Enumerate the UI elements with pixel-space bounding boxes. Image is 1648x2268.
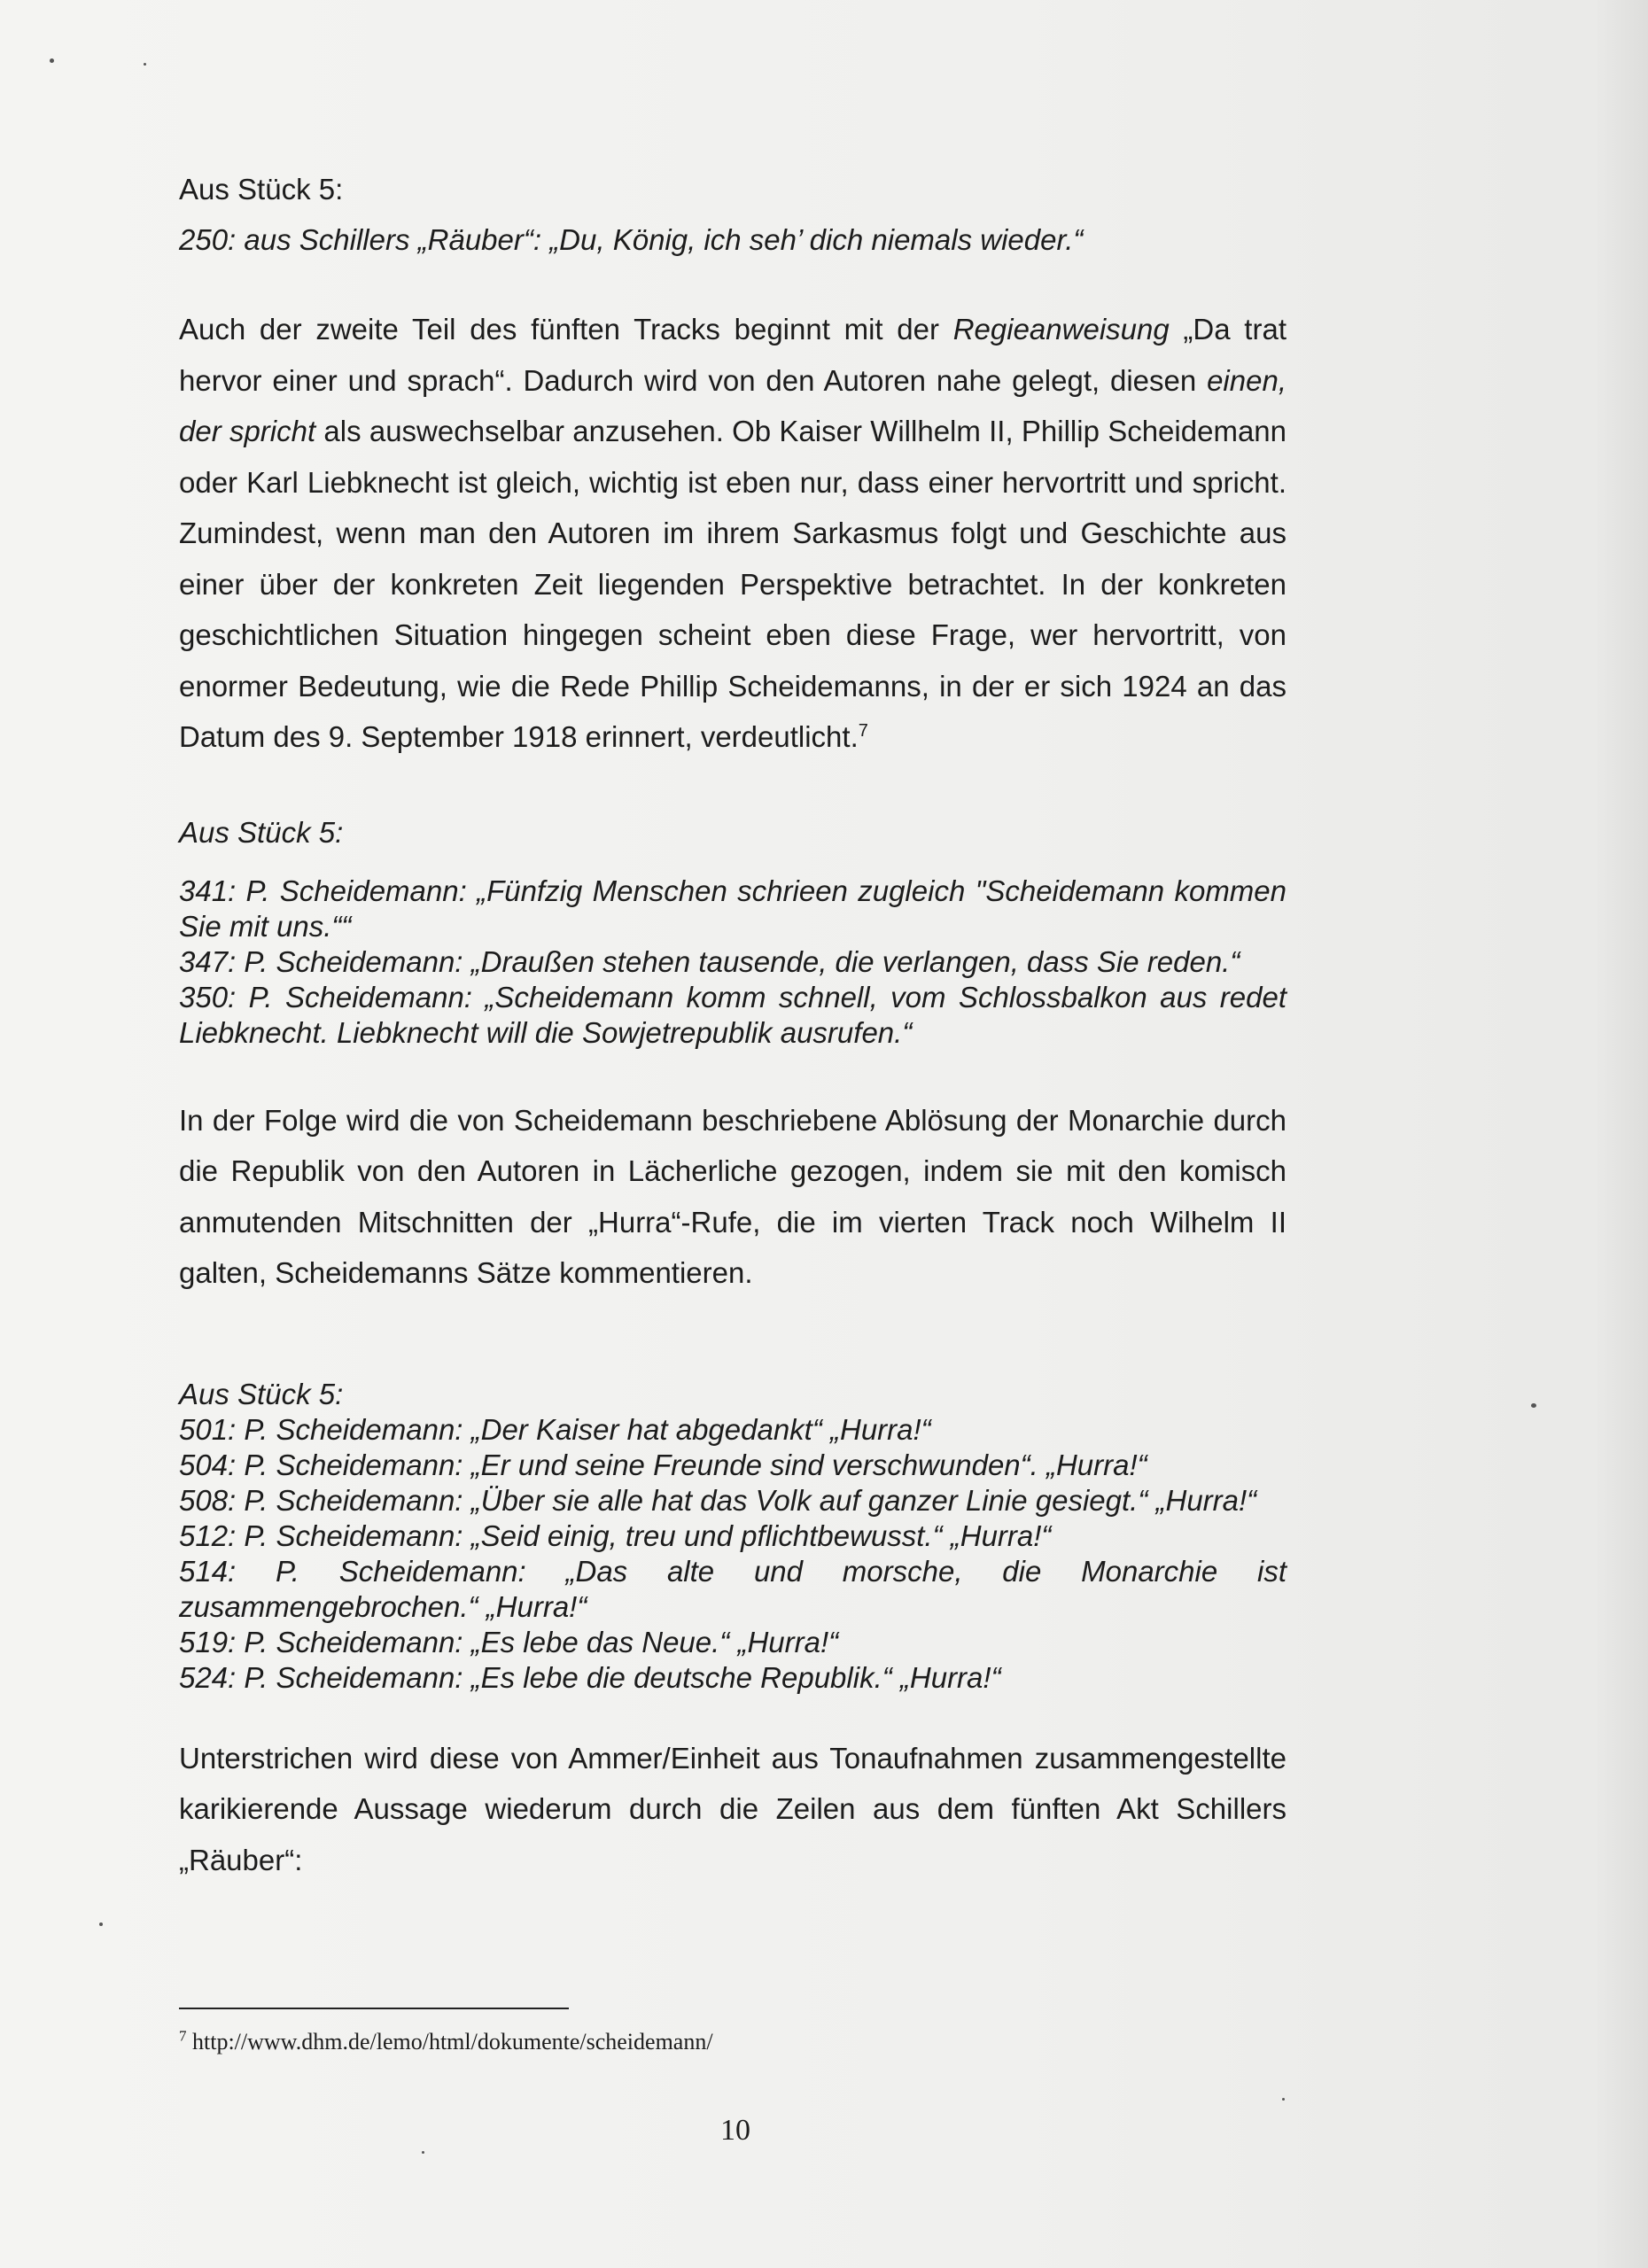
scan-speck: [1531, 1403, 1536, 1408]
paragraph-text: „Da trat hervor einer und sprach“. Dadurch wird von den Autoren nahe gelegt, diesen: [179, 313, 1287, 397]
scan-speck: [50, 58, 54, 63]
emphasis-text: einen, der spricht: [179, 363, 1287, 447]
quote-block: [179, 874, 1287, 1051]
footnote-number: 7: [179, 2027, 187, 2045]
footnote-reference: 7: [858, 721, 868, 741]
paragraph-text: Auch der zweite Teil des fünften Tracks beginnt mit der: [179, 313, 953, 346]
quote-line: 504: P. Scheidemann: „Er und seine Freunde sind verschwunden“. „Hurra!“: [179, 1448, 1147, 1481]
quote-line: 512: P. Scheidemann: „Seid einig, treu und pflichtbewusst.“ „Hurra!“: [179, 1518, 1052, 1552]
page-number: 10: [720, 2114, 750, 2147]
body-paragraph: In der Folge wird die von Scheidemann beschriebene Ablösung der Monarchie durch die Republik von den Autoren in Lächerliche gezogen, indem sie mit den komisch anmutenden Mitschnitten der „Hurra“-Rufe, die im vierten Track noch Wilhelm II galten, Scheidemanns Sätze kommentieren.: [179, 1103, 1287, 1289]
quote-line: 508: P. Scheidemann: „Über sie alle hat das Volk auf ganzer Linie gesiegt.“ „Hurra!“: [179, 1483, 1257, 1517]
quote-line: 347: P. Scheidemann: „Draußen stehen tausende, die verlangen, dass Sie reden.“: [179, 944, 1240, 978]
paragraph-text: als auswechselbar anzusehen. Ob Kaiser Willhelm II, Phillip Scheidemann oder Karl Liebknecht ist gleich, wichtig ist eben nur, dass einer hervortritt und spricht. Zumindest, wenn man den Autoren im ihrem Sarkasmus folgt und Geschichte aus einer über der konkreten Zeit liegenden Perspektive betrachtet. In der konkreten geschichtlichen Situation hingegen scheint eben diese Frage, wer hervortritt, von enormer Bedeutung, wie die Rede Phillip Scheidemanns, in der er sich 1924 an das Datum des 9. September 1918 erinnert, verdeutlicht.: [179, 415, 1287, 753]
footnote-divider: [179, 2008, 569, 2009]
section-heading: Aus Stück 5:: [179, 1377, 344, 1410]
emphasis-text: Regieanweisung: [952, 313, 1170, 346]
scan-speck: [422, 2151, 424, 2154]
scan-speck: [144, 63, 146, 66]
scan-speck: [1282, 2098, 1285, 2101]
quote-line: 524: P. Scheidemann: „Es lebe die deutsche Republik.“ „Hurra!“: [179, 1660, 1001, 1694]
body-paragraph: Unterstrichen wird diese von Ammer/Einheit aus Tonaufnahmen zusammengestellte karikierende Aussage wiederum durch die Zeilen aus dem fünften Akt Schillers „Räuber“:: [179, 1741, 1287, 1876]
section-heading: Aus Stück 5:: [179, 815, 344, 849]
scan-edge-shadow: [1595, 0, 1648, 2268]
footnote-link[interactable]: http://www.dhm.de/lemo/html/dokumente/scheidemann/: [192, 2029, 713, 2054]
quote-line: 250: aus Schillers „Räuber“: „Du, König, ich seh’ dich niemals wieder.“: [179, 223, 1084, 256]
footnote: [179, 2029, 1287, 2055]
quote-line: 519: P. Scheidemann: „Es lebe das Neue.“ „Hurra!“: [179, 1625, 839, 1658]
quote-line: 501: P. Scheidemann: „Der Kaiser hat abgedankt“ „Hurra!“: [179, 1412, 931, 1446]
body-paragraph: [179, 304, 1287, 763]
page-content: [179, 164, 1287, 1885]
quote-block: [179, 1377, 1287, 1696]
quote-line: 514: P. Scheidemann: „Das alte und morsche, die Monarchie ist zusammengebrochen.“ „Hurra!“: [179, 1554, 1287, 1623]
quote-line: 350: P. Scheidemann: „Scheidemann komm schnell, vom Schlossbalkon aus redet Liebknecht. Liebknecht will die Sowjetrepublik ausrufen.“: [179, 980, 1287, 1049]
scan-speck: [99, 1922, 103, 1926]
quote-line: 341: P. Scheidemann: „Fünfzig Menschen schrieen zugleich "Scheidemann kommen Sie mit uns.““: [179, 874, 1287, 943]
section-heading: Aus Stück 5:: [179, 173, 344, 206]
